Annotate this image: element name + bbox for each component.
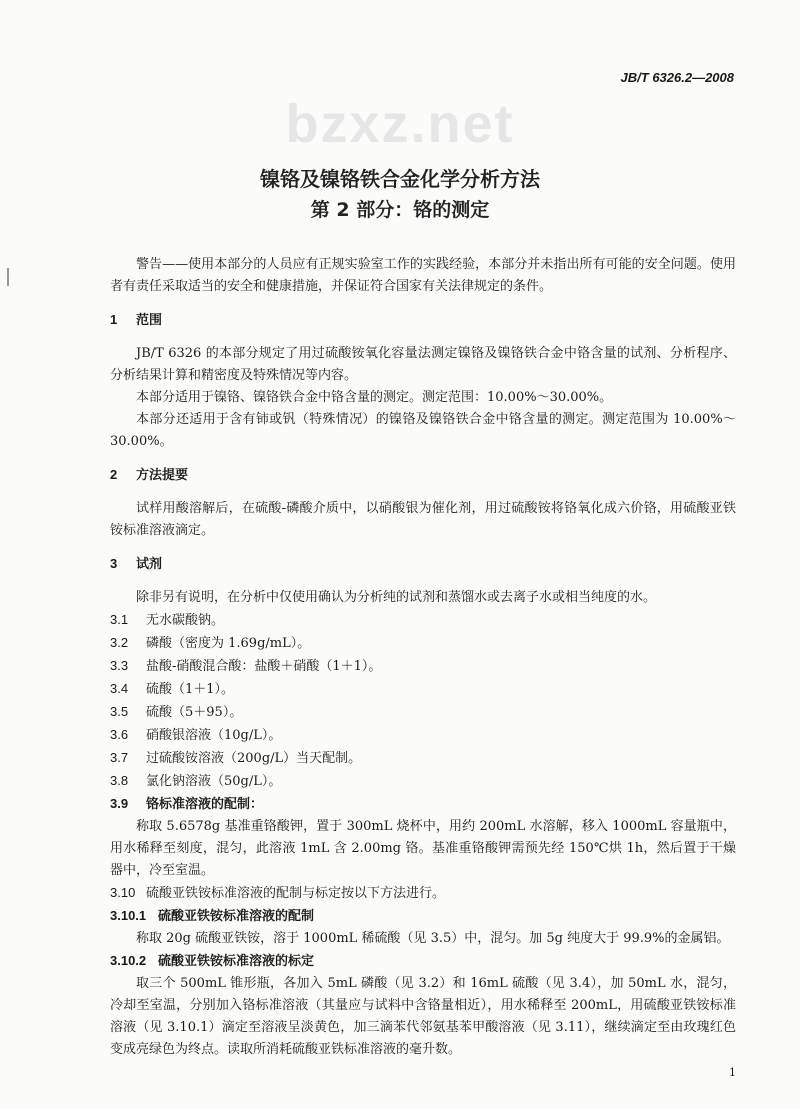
- paragraph: 取三个 500mL 锥形瓶，各加入 5mL 磷酸（见 3.2）和 16mL 硫酸（见 3.4），加 50mL 水，混匀，冷却至室温，分别加入铬标准溶液（其量应与试料中含铬量相近），用水稀释至 200mL，用硫酸亚铁铵标准溶液（见 3.10.1）滴定至溶液呈淡黄色，加三滴苯代邻氨基苯甲酸溶液（见 3.11），继续滴定至由玫瑰红色变成亮绿色为终点。读取所消耗硫酸亚铁标准溶液的毫升数。: [110, 976, 736, 1057]
- warning-paragraph: 警告——使用本部分的人员应有正规实验室工作的实践经验，本部分并未指出所有可能的安全问题。使用者有责任采取适当的安全和健康措施，并保证符合国家有关法律规定的条件。: [110, 257, 736, 294]
- document-body: [110, 254, 736, 1091]
- item-text: 硫酸亚铁铵标准溶液的配制: [158, 909, 315, 924]
- list-item: [110, 655, 736, 678]
- section-2-heading: [110, 464, 736, 487]
- section-title: 范围: [136, 313, 163, 328]
- item-number: 3.8: [110, 773, 129, 788]
- list-item: [110, 793, 736, 816]
- document-subtitle: 第 2 部分：铬的测定: [310, 199, 490, 221]
- item-text: 过硫酸铵溶液（200g/L）当天配制。: [146, 751, 362, 766]
- paragraph: 试样用酸溶解后，在硫酸-磷酸介质中，以硝酸银为催化剂，用过硫酸铵将铬氧化成六价铬，用硫酸亚铁铵标准溶液滴定。: [110, 501, 736, 538]
- watermark: bzxz.net: [285, 94, 515, 154]
- item-number: 3.10: [110, 885, 136, 900]
- section-1-heading: [110, 309, 736, 332]
- item-text: 硫酸亚铁铵标准溶液的标定: [158, 954, 315, 969]
- list-item: [110, 678, 736, 701]
- page-number: 1: [729, 1066, 736, 1079]
- item-number: 3.5: [110, 704, 129, 719]
- item-text: 硫酸亚铁铵标准溶液的配制与标定按以下方法进行。: [146, 886, 446, 901]
- item-text: 氯化钠溶液（50g/L）。: [146, 774, 282, 789]
- section-title: 试剂: [136, 557, 163, 572]
- list-item: [110, 632, 736, 655]
- item-number: 3.10.2: [110, 953, 147, 968]
- subsection-heading: [110, 950, 736, 973]
- item-number: 3.1: [110, 612, 129, 627]
- paragraph: JB/T 6326 的本部分规定了用过硫酸铵氧化容量法测定镍铬及镍铬铁合金中铬含量的试剂、分析程序、分析结果计算和精密度及特殊情况等内容。: [110, 346, 736, 383]
- scan-edge-mark: [7, 268, 9, 286]
- list-item: [110, 701, 736, 724]
- paragraph: 本部分适用于镍铬、镍铬铁合金中铬含量的测定。测定范围：10.00%～30.00%。: [136, 390, 613, 405]
- item-number: 3.9: [110, 796, 129, 811]
- item-text: 硫酸（5＋95）。: [146, 705, 243, 720]
- item-text: 磷酸（密度为 1.69g/mL）。: [146, 636, 311, 651]
- item-text: 硝酸银溶液（10g/L）。: [146, 728, 282, 743]
- list-item: [110, 724, 736, 747]
- paragraph: 称取 20g 硫酸亚铁铵，溶于 1000mL 稀硫酸（见 3.5）中，混匀。加 5g 纯度大于 99.9%的金属铝。: [136, 931, 730, 946]
- list-item: [110, 882, 736, 905]
- document-title: 镍铬及镍铬铁合金化学分析方法: [260, 167, 540, 191]
- section-title: 方法提要: [136, 468, 189, 483]
- paragraph: 除非另有说明，在分析中仅使用确认为分析纯的试剂和蒸馏水或去离子水或相当纯度的水。: [136, 590, 657, 605]
- item-number: 3.3: [110, 658, 129, 673]
- list-item: [110, 747, 736, 770]
- subsection-heading: [110, 905, 736, 928]
- item-number: 3.10.1: [110, 908, 147, 923]
- section-number: 2: [110, 467, 118, 482]
- item-number: 3.2: [110, 635, 129, 650]
- item-number: 3.4: [110, 681, 129, 696]
- item-text: 硫酸（1＋1）。: [146, 682, 235, 697]
- item-number: 3.6: [110, 727, 129, 742]
- item-text: 盐酸-硝酸混合酸：盐酸＋硝酸（1＋1）。: [146, 659, 382, 674]
- paragraph: 本部分还适用于含有铈或钒（特殊情况）的镍铬及镍铬铁合金中铬含量的测定。测定范围为 10.00%～30.00%。: [110, 412, 736, 449]
- section-3-heading: [110, 553, 736, 576]
- item-number: 3.7: [110, 750, 129, 765]
- section-number: 3: [110, 556, 118, 571]
- list-item: [110, 609, 736, 632]
- item-text: 无水碳酸钠。: [146, 613, 225, 628]
- item-text: 铬标准溶液的配制：: [146, 797, 264, 812]
- list-item: [110, 770, 736, 793]
- standard-number: JB/T 6326.2—2008: [620, 70, 734, 85]
- section-number: 1: [110, 312, 118, 327]
- paragraph: 称取 5.6578g 基准重铬酸钾，置于 300mL 烧杯中，用约 200mL 水溶解，移入 1000mL 容量瓶中，用水稀释至刻度，混匀，此溶液 1mL 含 2.00mg 铬。基准重铬酸钾需预先经 150℃烘 1h，然后置于干燥器中，冷至室温。: [110, 819, 736, 878]
